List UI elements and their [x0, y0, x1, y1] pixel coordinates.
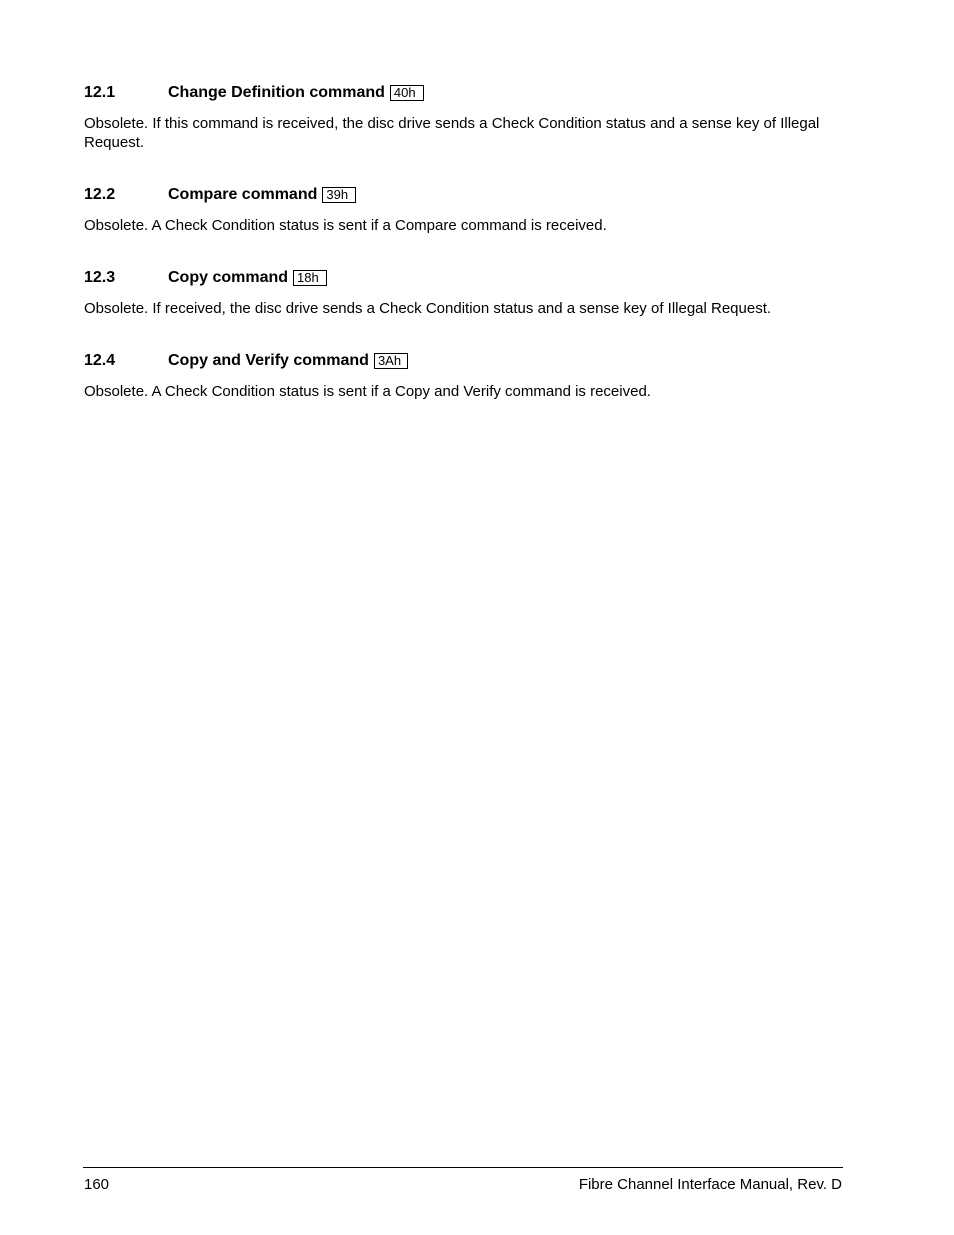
section-heading: [84, 83, 844, 103]
section-12-1: [84, 83, 844, 152]
section-title: Copy and Verify command: [168, 352, 369, 369]
section-heading: [84, 185, 844, 205]
section-12-3: [84, 268, 844, 318]
opcode-box: 18h: [293, 270, 327, 286]
page-footer: [84, 1175, 842, 1194]
section-number: 12.2: [84, 186, 116, 203]
page-number: 160: [84, 1176, 110, 1193]
section-heading: [84, 351, 844, 371]
section-title: Compare command: [168, 186, 318, 203]
section-title: Change Definition command: [168, 84, 385, 101]
section-12-2: [84, 185, 844, 235]
opcode-box: 40h: [390, 85, 424, 101]
section-body: Obsolete. A Check Condition status is sent if a Compare command is received.: [84, 217, 607, 234]
section-title: Copy command: [168, 269, 289, 286]
section-number: 12.1: [84, 84, 116, 101]
footer-divider: [83, 1167, 843, 1168]
section-body: Obsolete. If this command is received, the disc drive sends a Check Condition status and a sense key of Illegal Request.: [84, 115, 820, 151]
document-title: Fibre Channel Interface Manual, Rev. D: [578, 1176, 842, 1193]
section-body: Obsolete. If received, the disc drive sends a Check Condition status and a sense key of Illegal Request.: [84, 300, 772, 317]
opcode-box: 3Ah: [374, 353, 408, 369]
section-heading: [84, 268, 844, 288]
section-number: 12.4: [84, 352, 116, 369]
section-body: Obsolete. A Check Condition status is sent if a Copy and Verify command is received.: [84, 383, 651, 400]
section-number: 12.3: [84, 269, 116, 286]
section-12-4: [84, 351, 844, 401]
opcode-box: 39h: [322, 187, 356, 203]
